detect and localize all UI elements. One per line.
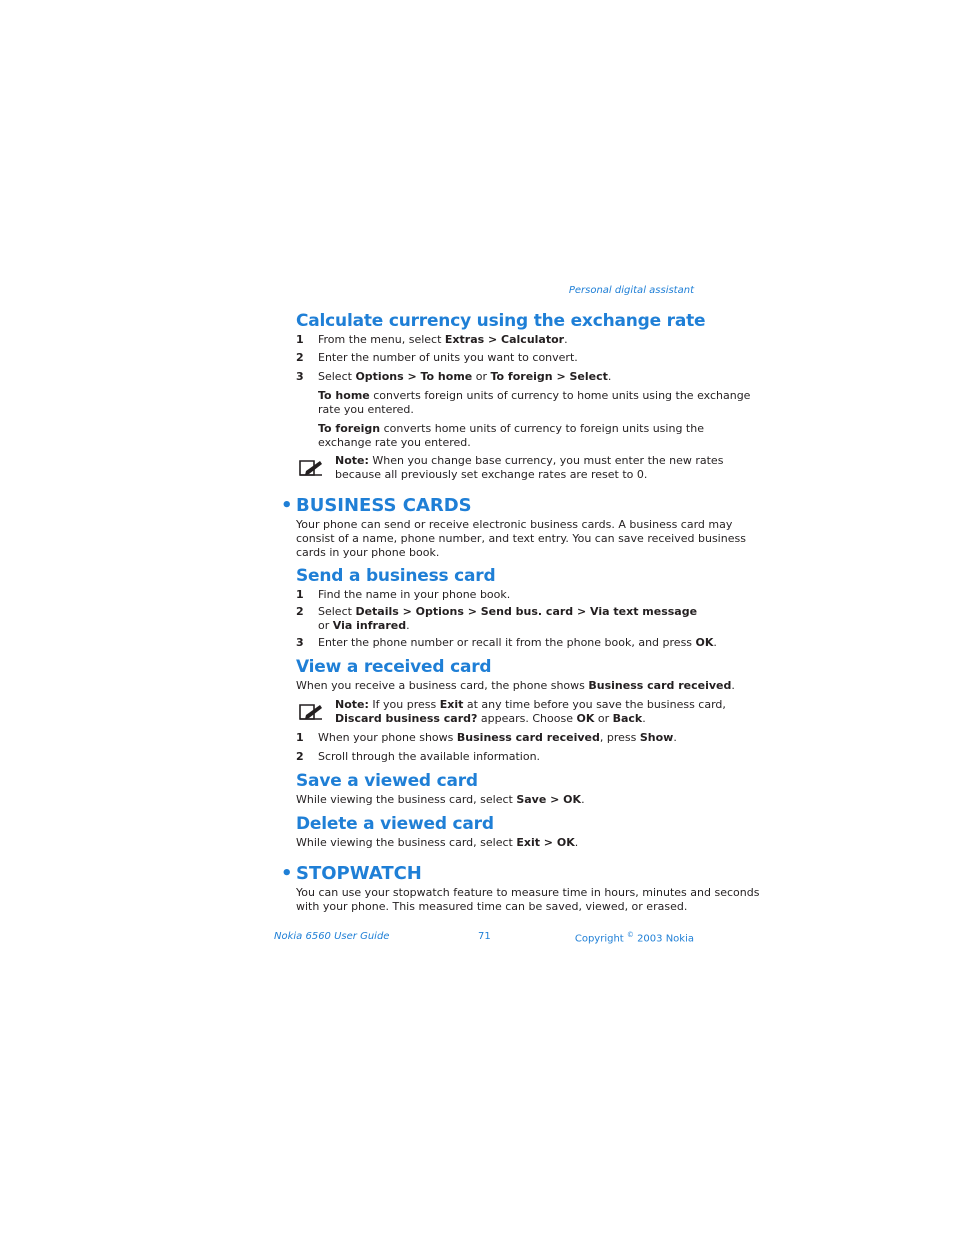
to-home-description: To home converts foreign units of currency to home units using the exchange rate you entered. xyxy=(318,389,751,416)
step-number: 2 xyxy=(296,351,304,364)
page-number: 71 xyxy=(478,931,491,942)
send-step-2: Select Details > Options > Send bus. card > Via text message or Via infrared. xyxy=(318,605,698,632)
section-title-currency: Calculate currency using the exchange rate xyxy=(296,311,706,331)
view-step-2: Scroll through the available information. xyxy=(318,750,541,763)
section-title-send: Send a business card xyxy=(296,566,496,586)
section-title-delete: Delete a viewed card xyxy=(296,814,494,834)
step-number: 2 xyxy=(296,750,304,763)
to-foreign-description: To foreign converts home units of currency to foreign units using the exchange rate you entered. xyxy=(318,422,704,449)
footer-copyright: Copyright © 2003 Nokia xyxy=(574,931,694,945)
stopwatch-intro: You can use your stopwatch feature to measure time in hours, minutes and seconds with your phone. This measured time can be saved, viewed, or erased. xyxy=(296,886,760,913)
business-cards-intro: Your phone can send or receive electronic business cards. A business card may consist of a name, phone number, and text entry. You can save received business cards in your phone book. xyxy=(296,518,746,559)
section-title-save: Save a viewed card xyxy=(296,771,478,791)
step-number: 3 xyxy=(296,636,304,649)
delete-text: While viewing the business card, select Exit > OK. xyxy=(296,836,579,849)
note-icon xyxy=(298,457,324,479)
currency-note: Note: When you change base currency, you must enter the new rates because all previously set exchange rates are reset to 0. xyxy=(335,454,724,481)
running-header: Personal digital assistant xyxy=(568,285,694,296)
step-number: 1 xyxy=(296,731,304,744)
step-number: 3 xyxy=(296,370,304,383)
view-step-1: When your phone shows Business card received, press Show. xyxy=(318,731,677,744)
step-number: 1 xyxy=(296,333,304,346)
view-note: Note: If you press Exit at any time before you save the business card, Discard business card? appears. Choose OK or Back. xyxy=(335,698,726,725)
footer-guide-title: Nokia 6560 User Guide xyxy=(274,931,390,942)
currency-step-1: From the menu, select Extras > Calculator. xyxy=(318,333,568,346)
view-intro: When you receive a business card, the phone shows Business card received. xyxy=(296,679,735,692)
chapter-title-stopwatch: • STOPWATCH xyxy=(281,863,422,884)
section-title-view: View a received card xyxy=(296,657,492,677)
currency-step-3: Select Options > To home or To foreign > Select. xyxy=(318,370,612,383)
send-step-1: Find the name in your phone book. xyxy=(318,588,511,601)
currency-step-2: Enter the number of units you want to convert. xyxy=(318,351,578,364)
send-step-3: Enter the phone number or recall it from the phone book, and press OK. xyxy=(318,636,717,649)
note-icon xyxy=(298,701,324,723)
chapter-title-business-cards: • BUSINESS CARDS xyxy=(281,495,472,516)
save-text: While viewing the business card, select Save > OK. xyxy=(296,793,585,806)
step-number: 2 xyxy=(296,605,304,618)
step-number: 1 xyxy=(296,588,304,601)
